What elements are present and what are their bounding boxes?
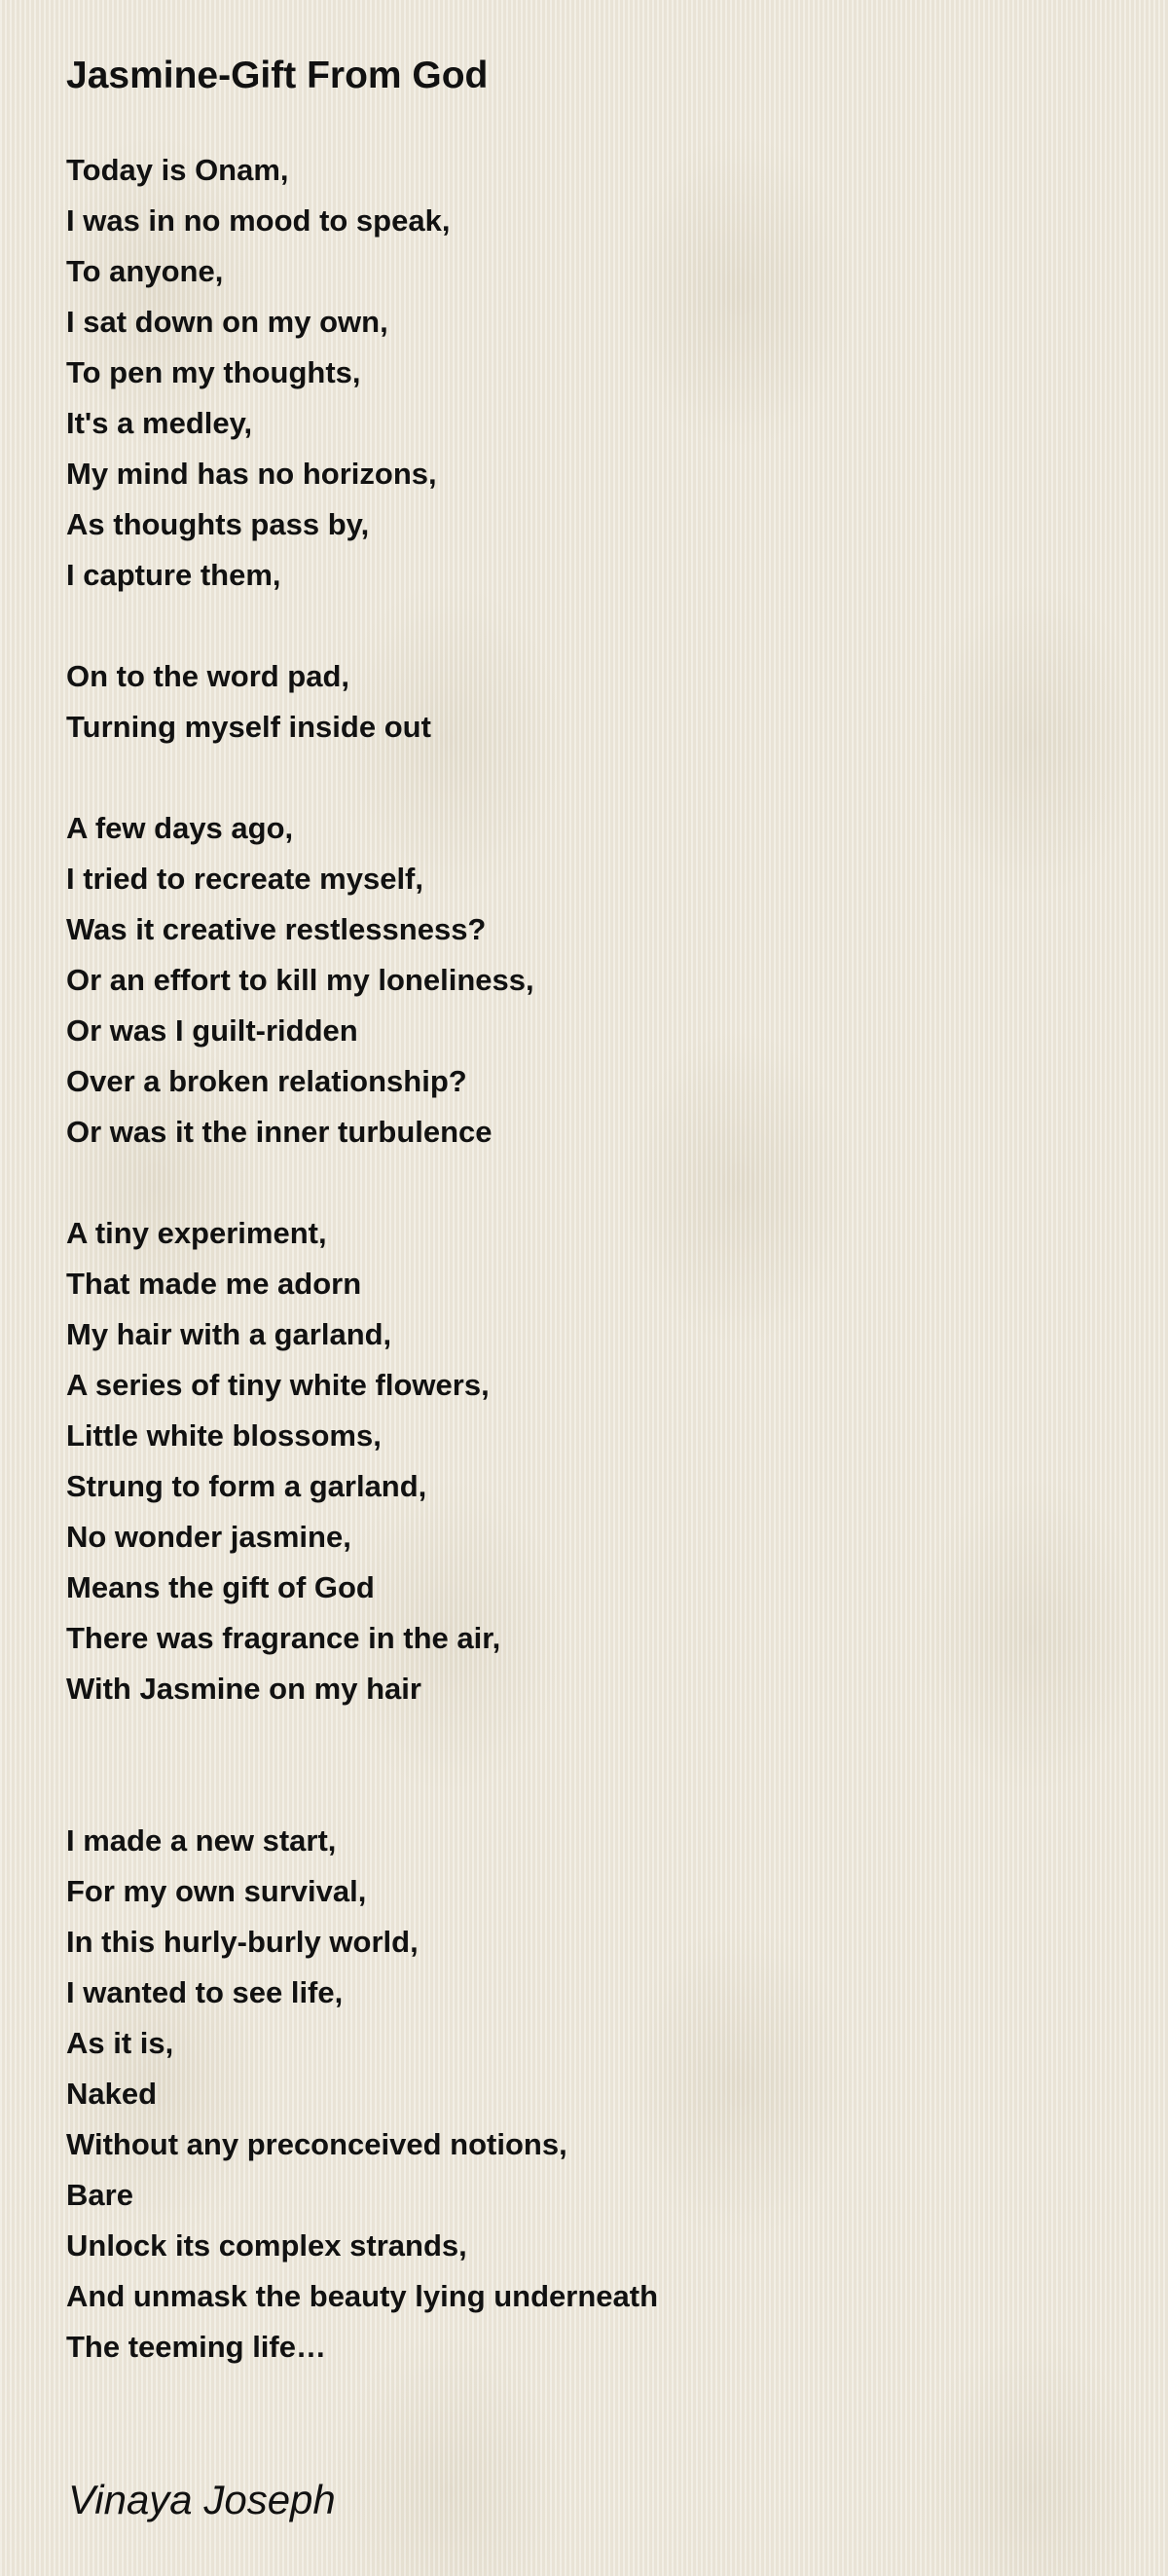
poem-line: In this hurly-burly world, — [66, 1925, 419, 1959]
poem-line: I tried to recreate myself, — [66, 862, 423, 896]
poem-line: I made a new start, — [66, 1823, 337, 1858]
poem-line: Naked — [66, 2077, 158, 2111]
poem-line: Little white blossoms, — [66, 1418, 382, 1453]
poem-line: For my own survival, — [66, 1874, 367, 1908]
poem-line: It's a medley, — [66, 406, 253, 440]
poem-line: Unlock its complex strands, — [66, 2228, 467, 2263]
poem-line: I wanted to see life, — [66, 1975, 344, 2009]
poem-line: Was it creative restlessness? — [66, 912, 487, 946]
stanza-3 — [66, 803, 1117, 1158]
poem-line: To anyone, — [66, 254, 224, 288]
poem-line: Bare — [66, 2178, 133, 2212]
poem-line: As it is, — [66, 2026, 174, 2060]
poem-line: Without any preconceived notions, — [66, 2127, 567, 2161]
poem-container — [66, 49, 1117, 2423]
poem-line: A few days ago, — [66, 811, 294, 845]
poem-line: With Jasmine on my hair — [66, 1672, 421, 1706]
poem-body — [66, 145, 1117, 2373]
poem-line: And unmask the beauty lying underneath — [66, 2279, 659, 2313]
poem-line: A tiny experiment, — [66, 1216, 327, 1250]
poem-line: I was in no mood to speak, — [66, 203, 451, 238]
poem-line: No wonder jasmine, — [66, 1520, 351, 1554]
stanza-1 — [66, 145, 1117, 601]
poem-line: My hair with a garland, — [66, 1317, 392, 1351]
poem-line: I capture them, — [66, 558, 281, 592]
poem-line: My mind has no horizons, — [66, 457, 437, 491]
poem-line: Or was I guilt-ridden — [66, 1013, 358, 1048]
poem-line: Turning myself inside out — [66, 710, 431, 744]
poem-line: To pen my thoughts, — [66, 355, 361, 389]
poem-title: Jasmine-Gift From God — [66, 55, 489, 96]
poem-line: I sat down on my own, — [66, 305, 388, 339]
stanza-5 — [66, 1816, 1117, 2373]
poem-line: A series of tiny white flowers, — [66, 1368, 490, 1402]
poem-line: Means the gift of God — [66, 1570, 375, 1604]
stanza-2 — [66, 651, 1117, 753]
poem-line: There was fragrance in the air, — [66, 1621, 501, 1655]
poem-line: As thoughts pass by, — [66, 507, 370, 541]
poem-author: Vinaya Joseph — [68, 2477, 336, 2522]
poem-line: The teeming life… — [66, 2330, 326, 2364]
stanza-4 — [66, 1208, 1117, 1714]
poem-line: Or was it the inner turbulence — [66, 1115, 493, 1149]
poem-line: Strung to form a garland, — [66, 1469, 427, 1503]
poem-line: Or an effort to kill my loneliness, — [66, 963, 534, 997]
poem-line: Over a broken relationship? — [66, 1064, 467, 1098]
poem-line: Today is Onam, — [66, 153, 289, 187]
poem-line: On to the word pad, — [66, 659, 350, 693]
poem-line: That made me adorn — [66, 1267, 362, 1301]
